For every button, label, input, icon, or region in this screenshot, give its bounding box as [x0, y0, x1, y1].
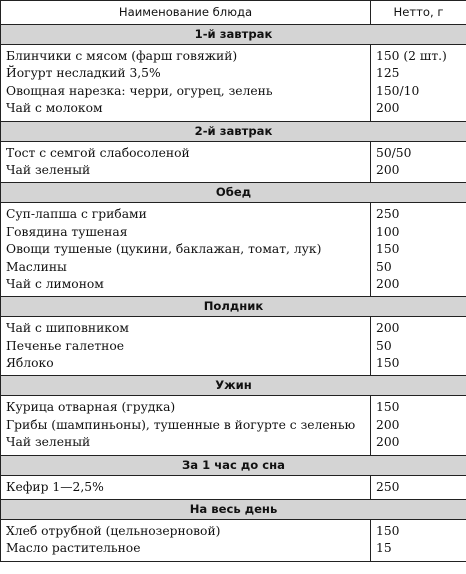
dish-netto: 150 — [376, 242, 400, 257]
dish-names-cell — [1, 45, 371, 122]
dish-name: Чай с шиповником — [6, 321, 129, 336]
netto-values-cell — [371, 520, 466, 562]
section-header-row — [1, 121, 466, 141]
section-header-row — [1, 183, 466, 203]
dish-netto: 200 — [376, 276, 400, 291]
dish-name: Блинчики с мясом (фарш говяжий) — [6, 49, 238, 63]
dish-names-cell — [1, 396, 371, 455]
netto-values-cell — [371, 475, 466, 499]
table-header-row — [1, 1, 466, 25]
section-items-row — [1, 141, 466, 183]
section-items-row — [1, 45, 466, 122]
netto-values-cell — [371, 141, 466, 183]
section-items-row — [1, 396, 466, 455]
dish-netto: 50 — [376, 259, 392, 274]
dish-netto: 200 — [376, 435, 400, 450]
netto-values-cell — [371, 396, 466, 455]
dish-name: Чай зеленый — [6, 435, 91, 450]
dish-names-cell — [1, 203, 371, 297]
dish-name: Кефир 1—2,5% — [6, 479, 104, 494]
section-title: Обед — [1, 183, 466, 203]
dish-name: Хлеб отрубной (цельнозерновой) — [6, 524, 221, 539]
dish-name: Чай с лимоном — [6, 276, 104, 291]
dish-name: Тост с семгой слабосоленой — [6, 145, 190, 160]
section-items-row — [1, 203, 466, 297]
dish-name: Йогурт несладкий 3,5% — [6, 66, 161, 81]
netto-values-cell — [371, 45, 466, 122]
dish-name: Овощная нарезка: черри, огурец, зелень — [6, 83, 273, 98]
dish-netto: 200 — [376, 417, 400, 432]
section-title: Ужин — [1, 376, 466, 396]
dish-netto: 150 (2 шт.) — [376, 49, 447, 63]
dish-name: Яблоко — [6, 356, 54, 371]
dish-netto: 50/50 — [376, 145, 412, 160]
dish-name: Печенье галетное — [6, 338, 125, 353]
netto-values-cell — [371, 203, 466, 297]
section-header-row — [1, 376, 466, 396]
dish-names-cell — [1, 520, 371, 562]
section-header-row — [1, 455, 466, 475]
section-title: На весь день — [1, 500, 466, 520]
dish-name: Маслины — [6, 259, 67, 274]
table-body — [1, 25, 466, 562]
dish-netto: 200 — [376, 321, 400, 336]
dish-netto: 150/10 — [376, 83, 420, 98]
header-netto: Нетто, г — [371, 1, 466, 25]
dish-netto: 100 — [376, 224, 400, 239]
dish-netto: 50 — [376, 338, 392, 353]
dish-netto: 150 — [376, 524, 400, 539]
section-title: 1-й завтрак — [1, 25, 466, 45]
dish-names-cell — [1, 475, 371, 499]
section-items-row — [1, 475, 466, 499]
dish-netto: 200 — [376, 162, 400, 177]
section-header-row — [1, 25, 466, 45]
dish-netto: 15 — [376, 541, 392, 556]
section-title: Полдник — [1, 297, 466, 317]
dish-names-cell — [1, 317, 371, 376]
dish-name: Суп-лапша с грибами — [6, 207, 147, 222]
dish-netto: 250 — [376, 207, 400, 222]
section-title: За 1 час до сна — [1, 455, 466, 475]
dish-name: Масло растительное — [6, 541, 141, 556]
section-items-row — [1, 317, 466, 376]
dish-name: Курица отварная (грудка) — [6, 400, 176, 415]
dish-name: Чай зеленый — [6, 162, 91, 177]
header-dish-name: Наименование блюда — [1, 1, 371, 25]
dish-name: Чай с молоком — [6, 101, 103, 116]
section-header-row — [1, 297, 466, 317]
dish-name: Овощи тушеные (цукини, баклажан, томат, лук) — [6, 242, 322, 257]
dish-netto: 150 — [376, 400, 400, 415]
dish-name: Говядина тушеная — [6, 224, 128, 239]
section-header-row — [1, 500, 466, 520]
dish-netto: 150 — [376, 356, 400, 371]
section-items-row — [1, 520, 466, 562]
dish-netto: 250 — [376, 479, 400, 494]
netto-values-cell — [371, 317, 466, 376]
dish-netto: 200 — [376, 101, 400, 116]
dish-netto: 125 — [376, 66, 400, 81]
section-title: 2-й завтрак — [1, 121, 466, 141]
dish-name: Грибы (шампиньоны), тушенные в йогурте с зеленью — [6, 417, 356, 432]
dish-names-cell — [1, 141, 371, 183]
